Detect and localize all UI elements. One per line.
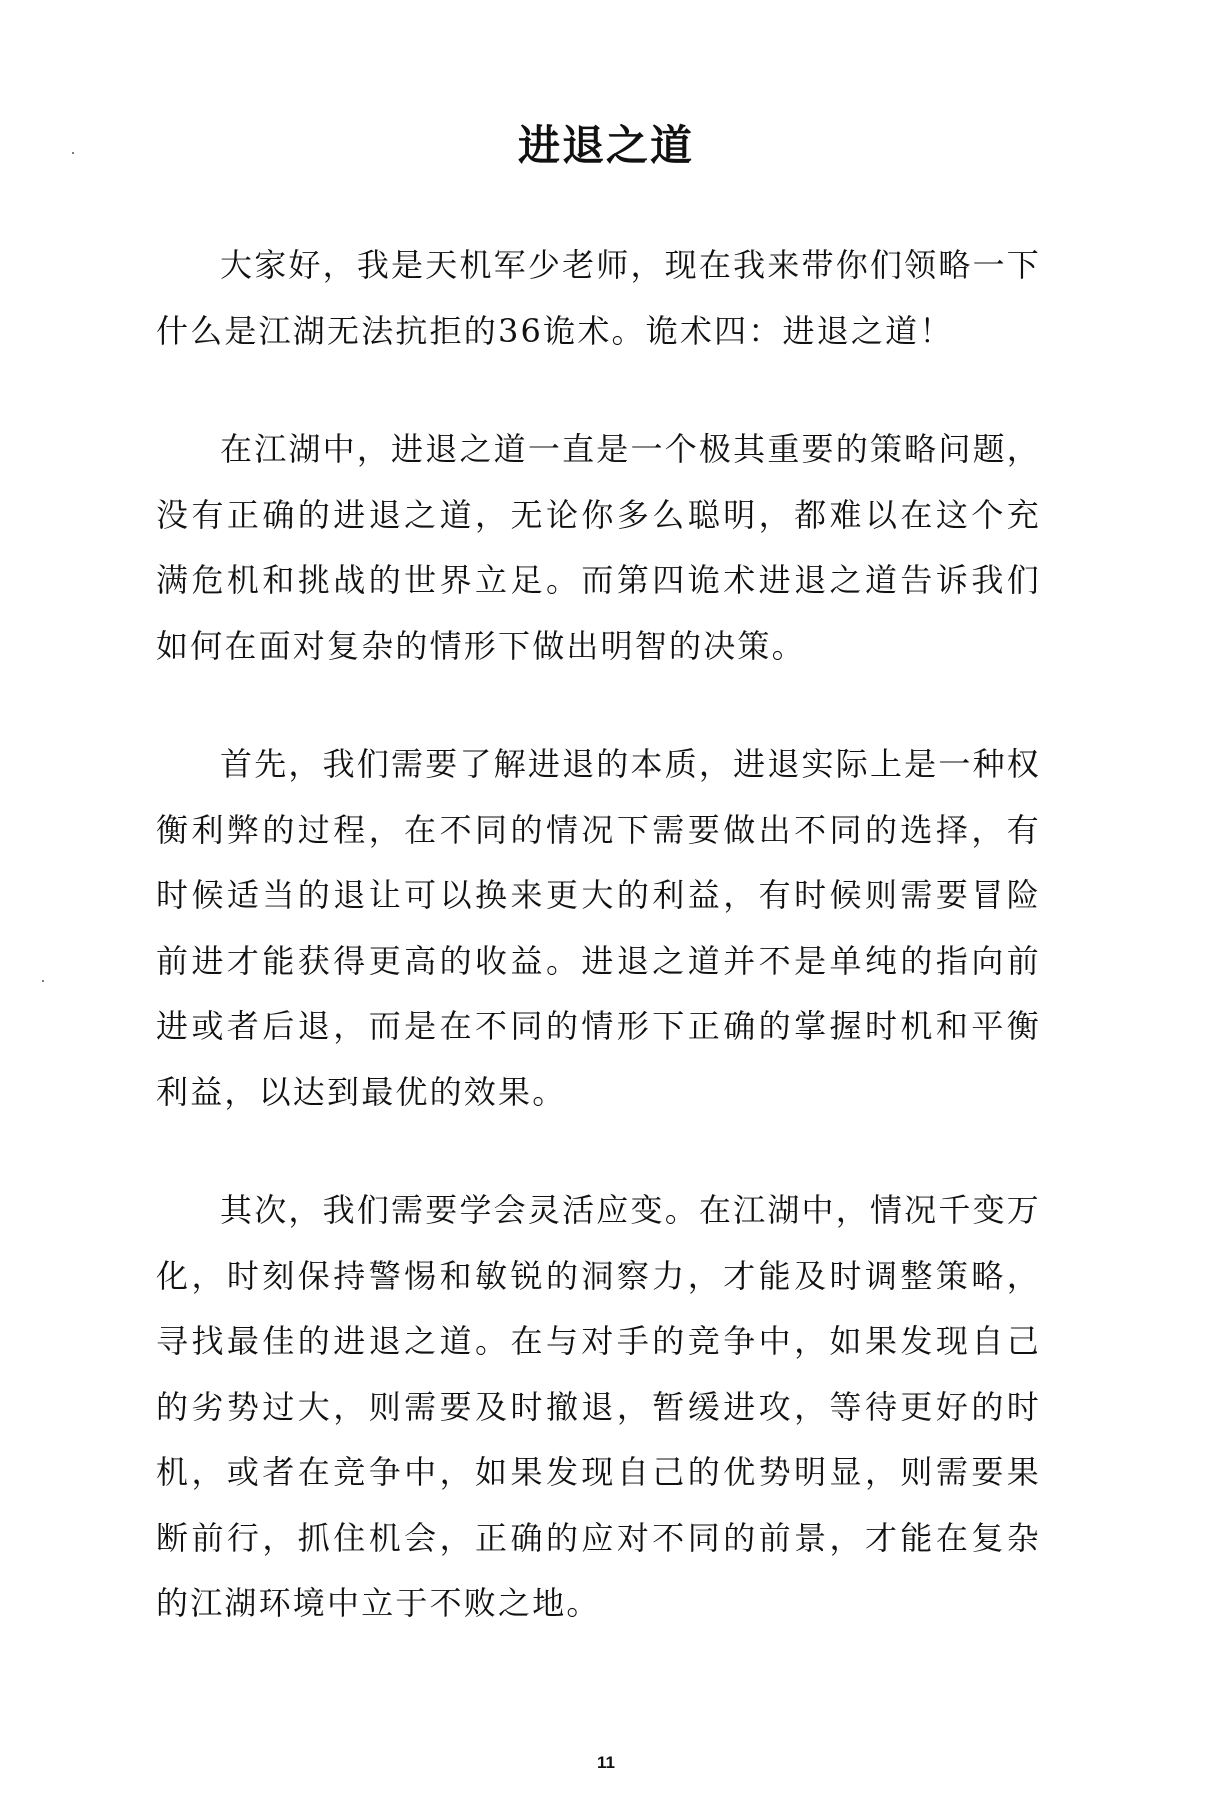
paragraph: 首先，我们需要了解进退的本质，进退实际上是一种权衡利弊的过程，在不同的情况下需要做出不同的选择，有时候适当的退让可以换来更大的利益，有时候则需要冒险前进才能获得更高的收益。进退之道并不是单纯的指向前进或者后退，而是在不同的情形下正确的掌握时机和平衡利益，以达到最优的效果。 [156, 745, 1041, 1111]
paragraph: 在江湖中，进退之道一直是一个极其重要的策略问题，没有正确的进退之道，无论你多么聪明，都难以在这个充满危机和挑战的世界立足。而第四诡术进退之道告诉我们如何在面对复杂的情形下做出明智的决策。 [156, 430, 1041, 665]
body-text [156, 233, 1041, 1637]
scan-speck [42, 980, 44, 982]
paragraph: 其次，我们需要学会灵活应变。在江湖中，情况千变万化，时刻保持警惕和敏锐的洞察力，才能及时调整策略，寻找最佳的进退之道。在与对手的竞争中，如果发现自己的劣势过大，则需要及时撤退，暂缓进攻，等待更好的时机，或者在竞争中，如果发现自己的优势明显，则需要果断前行，抓住机会，正确的应对不同的前景，才能在复杂的江湖环境中立于不败之地。 [156, 1191, 1041, 1622]
page-title: 进退之道 [517, 121, 694, 170]
paragraph: 大家好，我是天机军少老师，现在我来带你们领略一下什么是江湖无法抗拒的36诡术。诡术四：进退之道！ [156, 246, 1041, 350]
scan-speck [72, 152, 74, 154]
page-number: 11 [597, 1753, 615, 1772]
